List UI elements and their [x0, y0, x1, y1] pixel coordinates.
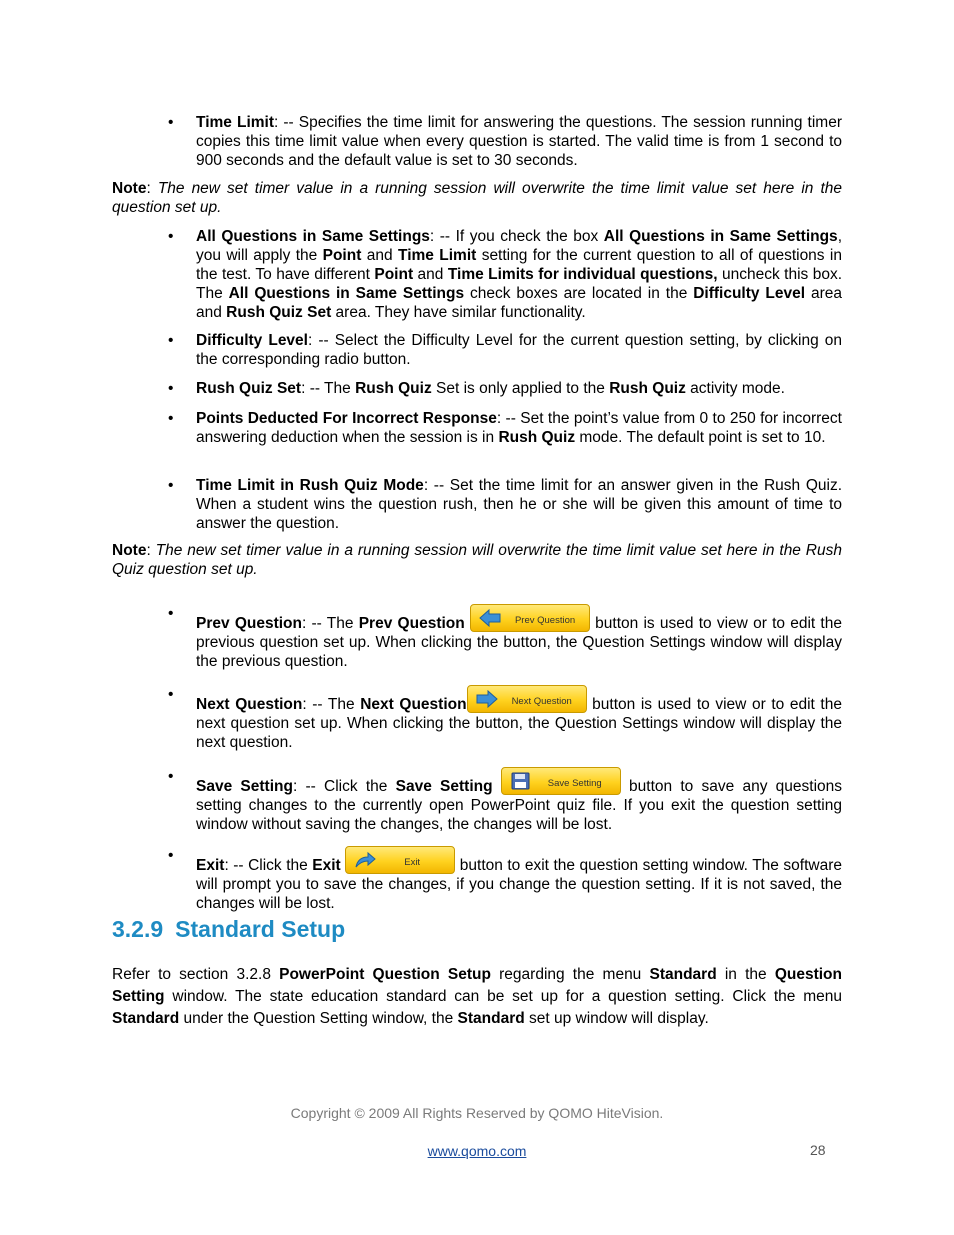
bold: PowerPoint Question Setup: [279, 966, 491, 983]
bullet-dot: •: [168, 477, 174, 494]
button-label: Next Question: [511, 696, 572, 707]
section-number: 3.2.9: [112, 916, 164, 942]
note-label: Note: [112, 542, 147, 559]
bullet-text: [196, 227, 842, 322]
term: Prev Question: [196, 615, 302, 632]
bold: Standard: [457, 1010, 525, 1027]
bold: Question Setting: [112, 966, 842, 1005]
bold: Point: [322, 247, 362, 264]
note-1: [112, 179, 842, 217]
note-label: Note: [112, 180, 147, 197]
bullet-text: [196, 604, 842, 671]
text: activity mode.: [685, 380, 785, 397]
text: set up window will display.: [524, 1010, 709, 1027]
text: check boxes are located in the: [464, 285, 694, 302]
text: Set is only applied to the: [431, 380, 610, 397]
bold: Standard: [649, 966, 717, 983]
bold: Difficulty Level: [693, 285, 806, 302]
section-paragraph: [112, 964, 842, 1030]
text: under the Question Setting window, the: [179, 1010, 458, 1027]
text: area and: [196, 285, 842, 321]
button-label: Exit: [404, 857, 421, 868]
note-colon: :: [146, 542, 156, 559]
bullet-dot: •: [168, 847, 174, 864]
bold: All Questions in Same Settings: [228, 285, 465, 302]
text: button is used to view or to edit the next question set up. When clicking the button, the Question Settings window will display the next question.: [196, 696, 842, 751]
exit-button-image: [345, 846, 455, 874]
description: : -- Set the time limit for an answer given in the Rush Quiz. When a student wins the question rush, then he or she will be given this amount of time to answer the question.: [196, 477, 843, 532]
term: Rush Quiz Set: [196, 380, 302, 397]
term: All Questions in Same Settings: [196, 228, 430, 245]
text: Refer to section 3.2.8: [112, 966, 280, 983]
section-heading: [112, 916, 345, 943]
bullet-text: [196, 767, 842, 834]
term: Exit: [196, 857, 225, 874]
term: Next Question: [196, 696, 303, 713]
bold: Prev Question: [358, 615, 465, 632]
bullet-text: [196, 685, 842, 752]
text: button is used to view or to edit the previous question set up. When clicking the button, the Question Settings window will display the previous question.: [196, 615, 842, 670]
bold: All Questions in Same Settings: [603, 228, 838, 245]
note-2: [112, 541, 842, 579]
bullet-dot: •: [168, 380, 174, 397]
bold: Next Question: [360, 696, 467, 713]
text: : -- The: [302, 696, 361, 713]
text: : -- The: [302, 615, 359, 632]
bold: Exit: [312, 857, 341, 874]
floppy-disk-icon: [510, 772, 532, 790]
term: Difficulty Level: [196, 332, 308, 349]
note-text: The new set timer value in a running session will overwrite the time limit value set here in the question set up.: [112, 180, 842, 216]
text: regarding the menu: [490, 966, 650, 983]
bold: Save Setting: [395, 778, 493, 795]
footer-copyright: Copyright © 2009 All Rights Reserved by QOMO HiteVision.: [290, 1105, 664, 1121]
text: , you will apply the: [196, 228, 842, 264]
text: : -- If you check the box: [429, 228, 604, 245]
text: in the: [716, 966, 775, 983]
arrow-left-icon: [479, 609, 501, 627]
bold: Rush Quiz: [498, 429, 576, 446]
save-setting-button-image: [501, 767, 621, 795]
bullet-dot: •: [168, 410, 174, 427]
bullet-text: [196, 846, 842, 913]
term: Save Setting: [196, 778, 293, 795]
text: : -- Set the point’s value from 0 to 250 for incorrect answering deduction when the session is in: [196, 410, 842, 446]
text: : -- The: [301, 380, 356, 397]
text: and: [413, 266, 448, 283]
section-title: Standard Setup: [175, 916, 346, 942]
bold: Rush Quiz: [609, 380, 686, 397]
bold: Point: [374, 266, 414, 283]
button-label: Save Setting: [547, 778, 602, 789]
bullet-dot: •: [168, 114, 174, 131]
bullet-dot: •: [168, 686, 174, 703]
website-link[interactable]: www.qomo.com: [427, 1143, 527, 1159]
text: button to save any questions setting changes to the currently open PowerPoint quiz file. If you exit the question setting window without saving the changes, the changes will be lost.: [196, 778, 843, 833]
bold: Rush Quiz Set: [226, 304, 332, 321]
note-text: The new set timer value in a running session will overwrite the time limit value set here in the Rush Quiz question set up.: [112, 542, 842, 578]
bold: Time Limits for individual questions,: [447, 266, 718, 283]
next-question-button-image: [467, 685, 587, 713]
text: : -- Click the: [224, 857, 313, 874]
term: Time Limit: [196, 114, 274, 131]
bullet-dot: •: [168, 332, 174, 349]
bullet-text: [196, 113, 842, 170]
text: uncheck this box. The: [196, 266, 843, 302]
button-label: Prev Question: [514, 615, 576, 626]
bullet-text: [196, 379, 842, 398]
text: and: [361, 247, 398, 264]
bullet-dot: •: [168, 228, 174, 245]
text: window. The state education standard can be set up for a question setting. Click the menu: [164, 988, 842, 1005]
bold: Time Limit: [398, 247, 477, 264]
term: Time Limit in Rush Quiz Mode: [196, 477, 424, 494]
text: setting for the current question to all of questions in the test. To have different: [196, 247, 842, 283]
term: Points Deducted For Incorrect Response: [196, 410, 497, 427]
bullet-text: [196, 409, 842, 447]
text: area. They have similar functionality.: [331, 304, 586, 321]
note-colon: :: [146, 180, 158, 197]
description: : -- Specifies the time limit for answering the questions. The session running timer copies this time limit value when every question is started. The valid time is from 1 second to 900 seconds and the default value is set to 30 seconds.: [196, 114, 842, 169]
text: mode. The default point is set to 10.: [575, 429, 826, 446]
description: : -- Select the Difficulty Level for the current question setting, by clicking on the corresponding radio button.: [196, 332, 842, 368]
text: : -- Click the: [292, 778, 396, 795]
bold: Rush Quiz: [355, 380, 432, 397]
text: button to exit the question setting window. The software will prompt you to save the changes, if you change the question setting. If it is not saved, the changes will be lost.: [196, 857, 843, 912]
bullet-text: [196, 476, 842, 533]
arrow-right-icon: [476, 690, 498, 708]
bold: Standard: [112, 1010, 180, 1027]
curved-arrow-icon: [354, 851, 376, 869]
bullet-text: [196, 331, 842, 369]
page-number: 28: [810, 1142, 826, 1158]
prev-question-button-image: [470, 604, 590, 632]
bullet-dot: •: [168, 605, 174, 622]
bullet-dot: •: [168, 768, 174, 785]
